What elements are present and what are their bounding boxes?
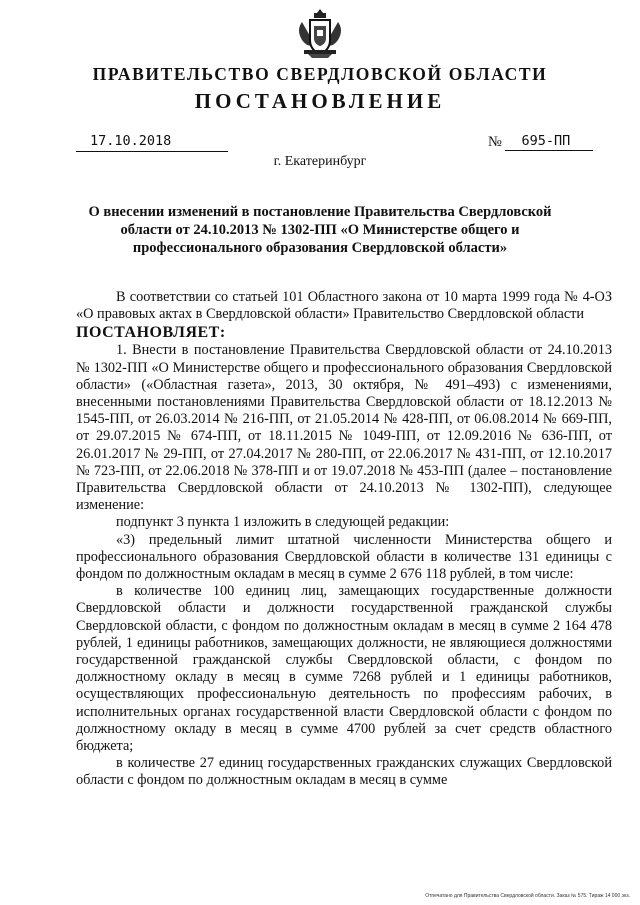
document-body xyxy=(76,289,612,790)
city: г. Екатеринбург xyxy=(273,154,367,169)
document-date: 17.10.2018 xyxy=(76,133,228,152)
paragraph-4: в количестве 100 единиц лиц, замещающих государственные должности Свердловской области и должности государственной гражданской службы Свердловской области, с фондом по должностным окладам в месяц в сумме 2 164 478 рублей, 1 единицы работников, замещающих должности, не являющиеся должностями государственной гражданской службы Свердловской области, с фондом по должностному окладу в месяц в сумме 7268 рублей и 1 единицы работников, осуществляющих профессиональную деятельность по профессиям рабочих, в исполнительных органах государственной власти Свердловской области с фондом по должностному окладу в месяц в сумме 4700 рублей за счет средств областного бюджета; xyxy=(76,583,612,755)
document-title: О внесении изменений в постановление Правительства Свердловской области от 24.10.2013 № 1302-ПП «О Министерстве общего и профессионального образования Свердловской области» xyxy=(88,204,552,256)
paragraph-3: «3) предельный лимит штатной численности Министерства общего и профессионального образования Свердловской области в количестве 131 единицы с фондом по должностным окладам в месяц в сумме 2 676 118 рублей, в том числе: xyxy=(76,531,612,583)
preamble: В соответствии со статьей 101 Областного закона от 10 марта 1999 года № 4-ОЗ «О правовых актах в Свердловской области» Правительство Свердловской области xyxy=(76,289,612,323)
subitem-instruction: подпункт 3 пункта 1 изложить в следующей редакции: xyxy=(116,514,450,531)
print-footer: Отпечатано для Правительства Свердловской области. Заказ № 575. Тираж 14 000 экз. xyxy=(425,893,630,899)
coat-of-arms-icon xyxy=(296,6,344,60)
item-1: 1. Внести в постановление Правительства Свердловской области от 24.10.2013 № 1302-ПП «О Министерстве общего и профессионального образования Свердловской области» («Областная газета», 2013, 30 октября, № 491–493) с изменениями, внесенными постановлениями Правительства Свердловской области от 18.12.2013 № 1545-ПП, от 26.03.2014 № 216-ПП, от 21.05.2014 № 428-ПП, от 06.08.2014 № 669-ПП, от 29.07.2015 № 674-ПП, от 18.11.2015 № 1049-ПП, от 12.09.2016 № 636-ПП, от 26.01.2017 № 29-ПП, от 27.04.2017 № 280-ПП, от 22.06.2017 № 431-ПП, от 12.10.2017 № 723-ПП, от 22.06.2018 № 378-ПП и от 19.07.2018 № 453-ПП (далее – постановление Правительства Свердловской области от 24.10.2013 № 1302-ПП), следующее изменение: xyxy=(76,342,612,514)
paragraph-5: в количестве 27 единиц государственных гражданских служащих Свердловской области с фондом по должностным окладам в месяц в сумме xyxy=(76,755,612,789)
document-number: 695-ПП xyxy=(505,133,593,151)
document-type: ПОСТАНОВЛЕНИЕ xyxy=(194,89,446,113)
document-number-block xyxy=(488,133,593,151)
government-name: ПРАВИТЕЛЬСТВО СВЕРДЛОВСКОЙ ОБЛАСТИ xyxy=(92,64,548,84)
resolves-heading: ПОСТАНОВЛЯЕТ: xyxy=(76,324,226,342)
number-sign: № xyxy=(488,134,502,150)
